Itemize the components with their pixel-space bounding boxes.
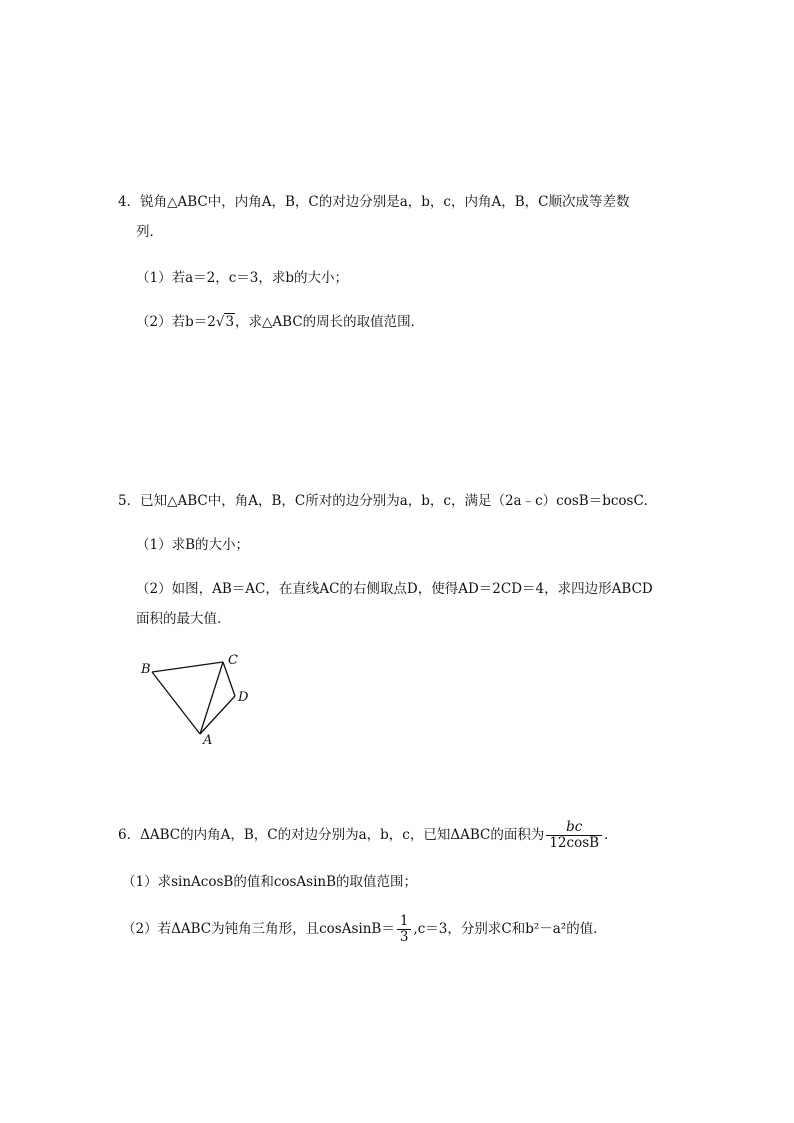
problem-6-statement (118, 818, 618, 852)
problem-6-statement-prefix: 6．ΔABC的内角A，B，C的对边分别为a，b，c，已知ΔABC的面积为 (118, 827, 545, 843)
problem-5-statement: 5．已知△ABC中，角A，B，C所对的边分别为a，b，c，满足（2a﹣c）cosB＝bcosC． (118, 493, 658, 509)
segment-AC (200, 662, 223, 734)
sqrt-symbol: √ (215, 314, 225, 330)
problem-4-part-2-radicand: 3 (225, 314, 235, 330)
area-fraction-numerator: bc (546, 820, 602, 836)
segment-DA (200, 696, 235, 734)
segment-BA (152, 672, 200, 734)
problem-5-part-2-line1: （2）如图，AB＝AC，在直线AC的右侧取点D，使得AD＝2CD＝4，求四边形ABCD (136, 581, 653, 597)
problem-4-part-2-suffix: ，求△ABC的周长的取值范围． (235, 314, 425, 330)
problem-4-part-2 (136, 312, 424, 332)
problem-4-statement-line1: 4．锐角△ABC中，内角A，B，C的对边分别是a，b，c，内角A，B，C顺次成等差数 (118, 194, 630, 210)
problem-4-part-1: （1）若a＝2，c＝3，求b的大小； (136, 270, 349, 286)
problem-5-part-2-line2: 面积的最大值． (136, 611, 231, 627)
problem-6-part-2-suffix: ,c＝3，分别求C和b²－a²的值． (413, 921, 607, 937)
problem-6-part-2-prefix: （2）若ΔABC为钝角三角形，且cosAsinB＝ (122, 921, 395, 937)
one-third-numerator: 1 (397, 914, 412, 930)
problem-6-part-2 (122, 912, 607, 946)
vertex-label-B: B (141, 662, 151, 677)
one-third-fraction (397, 914, 412, 945)
area-fraction-denominator: 12cosB (549, 835, 600, 851)
vertex-label-D: D (238, 690, 249, 705)
problem-4-statement-line2: 列． (136, 224, 163, 240)
problem-6-statement-suffix: ． (604, 827, 618, 843)
vertex-label-A: A (203, 733, 213, 748)
segment-BC (152, 662, 223, 672)
one-third-denominator: 3 (399, 929, 409, 945)
area-fraction (546, 820, 602, 851)
problem-5-part-1: （1）求B的大小； (136, 537, 250, 553)
vertex-label-C: C (228, 653, 238, 668)
problem-6-part-1: （1）求sinAcosB的值和cosAsinB的取值范围； (122, 874, 418, 890)
problem-4-part-2-prefix: （2）若b＝2 (136, 314, 216, 330)
